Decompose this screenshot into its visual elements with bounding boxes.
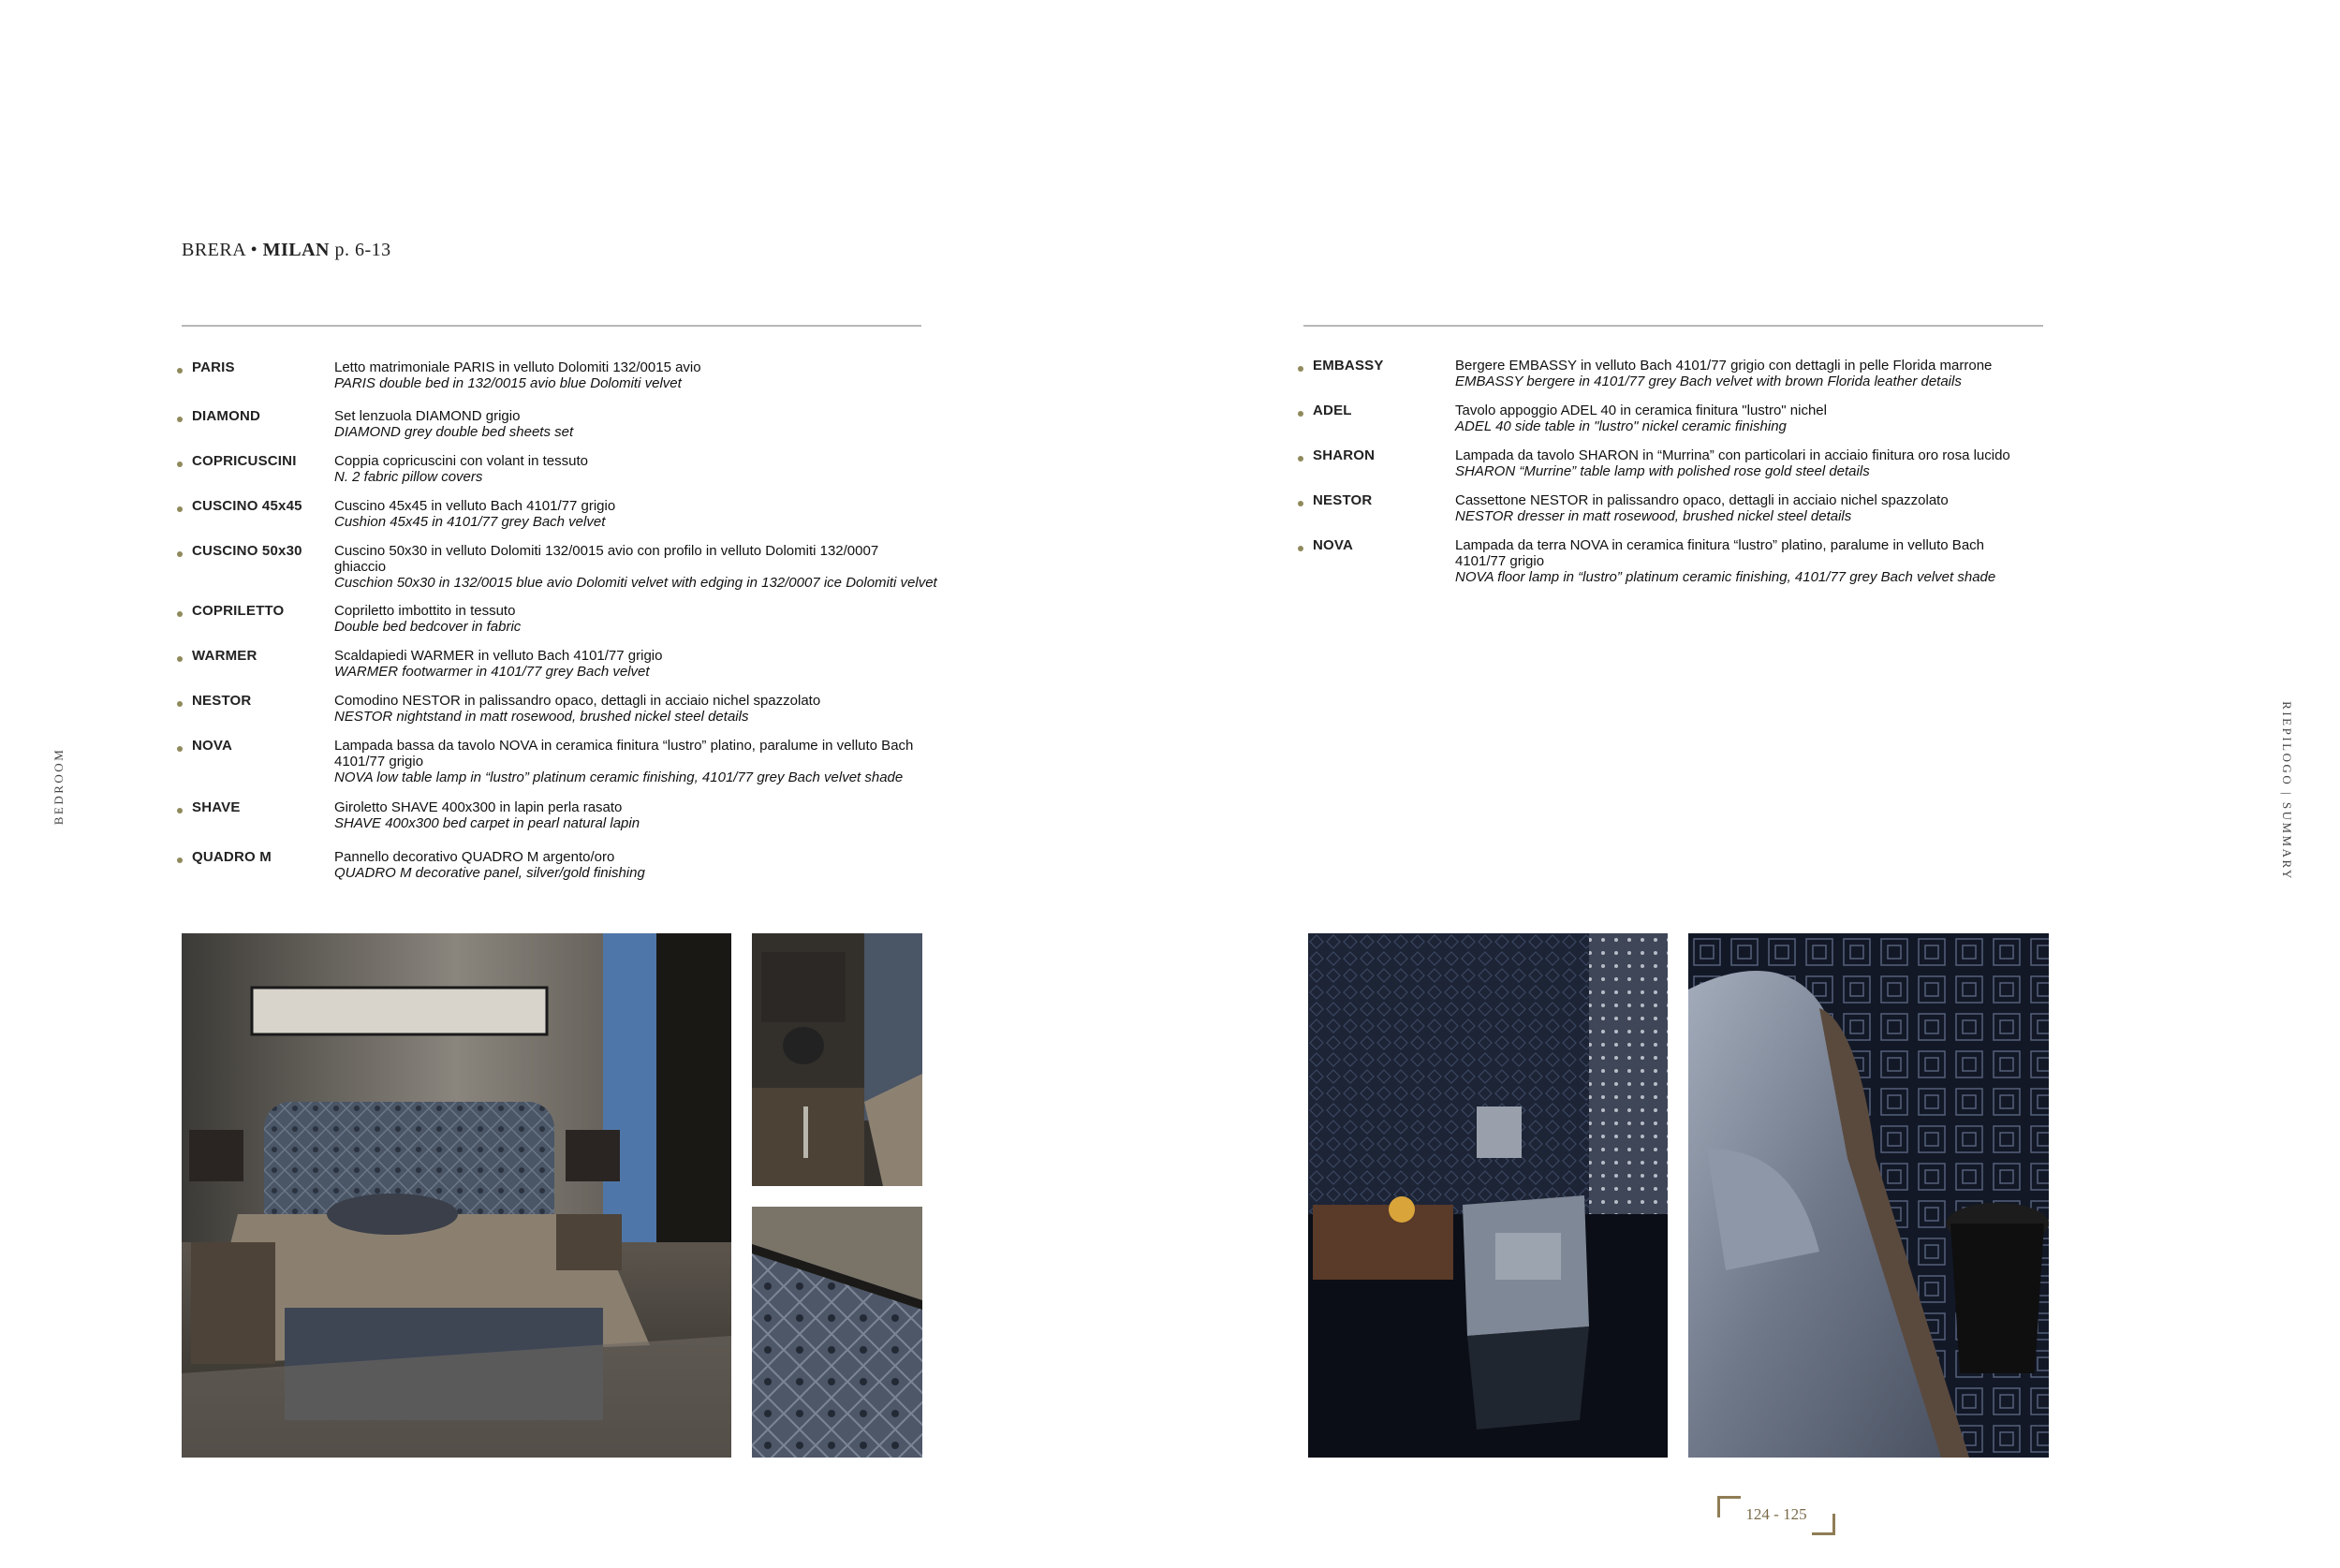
item-desc-en: NOVA low table lamp in “lustro” platinum ceramic finishing, 4101/77 grey Bach velvet shade (334, 769, 904, 785)
bullet-icon (177, 701, 183, 707)
item-desc-it: Pannello decorativo QUADRO M argento/oro (334, 849, 615, 865)
item-desc-it: Cassettone NESTOR in palissandro opaco, dettagli in acciaio nichel spazzolato (1455, 492, 1949, 508)
item-description (334, 408, 573, 440)
bullet-icon (177, 746, 183, 752)
item-name: EMBASSY (1313, 358, 1384, 374)
item-desc-it: Letto matrimoniale PARIS in velluto Dolomiti 132/0015 avio (334, 359, 701, 375)
item-description (1455, 447, 2054, 479)
item-desc-it: Tavolo appoggio ADEL 40 in ceramica finitura "lustro" nichel (1455, 403, 1827, 418)
bullet-icon (177, 808, 183, 813)
item-description (334, 738, 934, 785)
item-desc-it: Cuscino 45x45 in velluto Bach 4101/77 grigio (334, 498, 616, 514)
item-description (334, 453, 588, 485)
page-number-text: 124 - 125 (1745, 1505, 1807, 1523)
item-desc-en: Cuschion 50x30 in 132/0015 blue avio Dolomiti velvet with edging in 132/0007 ice Dolomiti velvet (334, 575, 937, 591)
item-description (334, 603, 521, 635)
item-desc-en: NOVA floor lamp in “lustro” platinum ceramic finishing, 4101/77 grey Bach velvet shade (1455, 569, 1996, 585)
item-desc-en: Double bed bedcover in fabric (334, 619, 522, 635)
item-desc-en: WARMER footwarmer in 4101/77 grey Bach velvet (334, 664, 650, 680)
item-name: SHARON (1313, 447, 1376, 463)
item-desc-it: Bergere EMBASSY in velluto Bach 4101/77 grigio con dettagli in pelle Florida marrone (1455, 358, 1993, 374)
item-name: QUADRO M (192, 849, 272, 865)
item-desc-en: EMBASSY bergere in 4101/77 grey Bach velvet with brown Florida leather details (1455, 374, 1962, 389)
item-desc-it: Comodino NESTOR in palissandro opaco, dettagli in acciaio nichel spazzolato (334, 693, 821, 709)
item-name: CUSCINO 50x30 (192, 543, 302, 559)
item-desc-it: Giroletto SHAVE 400x300 in lapin perla rasato (334, 799, 623, 815)
item-desc-en: DIAMOND grey double bed sheets set (334, 424, 574, 440)
item-desc-en: ADEL 40 side table in "lustro" nickel ceramic finishing (1455, 418, 1787, 434)
item-description (334, 543, 937, 591)
photo-bedroom-main (182, 933, 731, 1458)
page-number (1717, 1496, 1835, 1535)
item-description (1455, 537, 2026, 585)
item-desc-it: Lampada bassa da tavolo NOVA in ceramica finitura “lustro” platino, paralume in velluto Bach 4101/77 grigio (334, 738, 914, 769)
item-desc-it: Coppia copricuscini con volant in tessuto (334, 453, 588, 469)
photo-armchair-room (1308, 933, 1668, 1458)
item-desc-it: Lampada da tavolo SHARON in “Murrina” con particolari in acciaio finitura oro rosa lucido (1455, 447, 2010, 463)
bullet-icon (177, 368, 183, 374)
item-desc-en: PARIS double bed in 132/0015 avio blue Dolomiti velvet (334, 375, 682, 391)
left-divider (182, 325, 921, 327)
item-name: DIAMOND (192, 408, 261, 424)
item-desc-en: SHAVE 400x300 bed carpet in pearl natural lapin (334, 815, 640, 831)
item-desc-it: Set lenzuola DIAMOND grigio (334, 408, 521, 424)
item-desc-en: NESTOR nightstand in matt rosewood, brushed nickel steel details (334, 709, 749, 725)
bullet-icon (1298, 411, 1303, 417)
item-name: NESTOR (1313, 492, 1373, 508)
bullet-icon (1298, 366, 1303, 372)
item-name: WARMER (192, 648, 258, 664)
item-description (334, 799, 640, 831)
item-name: SHAVE (192, 799, 241, 815)
brand-name: BRERA (182, 240, 246, 260)
item-name: NOVA (1313, 537, 1354, 553)
item-desc-en: SHARON “Murrine” table lamp with polished rose gold steel details (1455, 463, 1870, 479)
item-description (1455, 492, 2054, 524)
item-name: NESTOR (192, 693, 252, 709)
item-description (334, 693, 820, 725)
item-desc-it: Scaldapiedi WARMER in velluto Bach 4101/77 grigio (334, 648, 663, 664)
bullet-icon (1298, 501, 1303, 506)
item-description (334, 498, 615, 530)
right-divider (1303, 325, 2043, 327)
item-desc-en: N. 2 fabric pillow covers (334, 469, 483, 485)
item-description (334, 359, 701, 391)
item-name: ADEL (1313, 403, 1352, 418)
item-name: COPRILETTO (192, 603, 285, 619)
section-label-summary: RIEPILOGO | SUMMARY (2280, 701, 2294, 881)
page-reference: p. 6-13 (334, 240, 391, 260)
item-name: CUSCINO 45x45 (192, 498, 302, 514)
bullet-icon (177, 506, 183, 512)
photo-headboard-detail (752, 1207, 922, 1458)
item-name: PARIS (192, 359, 235, 375)
page-heading (182, 240, 391, 261)
item-desc-en: QUADRO M decorative panel, silver/gold finishing (334, 865, 645, 881)
bullet-icon (1298, 456, 1303, 462)
bullet-icon (177, 857, 183, 863)
bullet-icon (1298, 546, 1303, 551)
bullet-icon (177, 656, 183, 662)
bullet-icon (177, 462, 183, 467)
heading-separator: • (250, 240, 258, 260)
location-name: MILAN (262, 240, 330, 260)
item-desc-en: Cushion 45x45 in 4101/77 grey Bach velvet (334, 514, 606, 530)
item-description (334, 648, 662, 680)
item-desc-en: NESTOR dresser in matt rosewood, brushed nickel steel details (1455, 508, 1852, 524)
bullet-icon (177, 551, 183, 557)
item-name: NOVA (192, 738, 233, 754)
item-name: COPRICUSCINI (192, 453, 297, 469)
section-label-bedroom: BEDROOM (52, 747, 66, 826)
item-desc-it: Copriletto imbottito in tessuto (334, 603, 516, 619)
item-desc-it: Cuscino 50x30 in velluto Dolomiti 132/0015 avio con profilo in velluto Dolomiti 132/0007 ghiaccio (334, 543, 879, 575)
item-desc-it: Lampada da terra NOVA in ceramica finitura “lustro” platino, paralume in velluto Bach 4101/77 grigio (1455, 537, 1984, 569)
item-description (1455, 358, 2054, 389)
bullet-icon (177, 417, 183, 422)
bullet-icon (177, 611, 183, 617)
photo-armchair-closeup (1688, 933, 2049, 1458)
item-description (334, 849, 645, 881)
item-description (1455, 403, 2054, 434)
photo-lamp-detail (752, 933, 922, 1186)
